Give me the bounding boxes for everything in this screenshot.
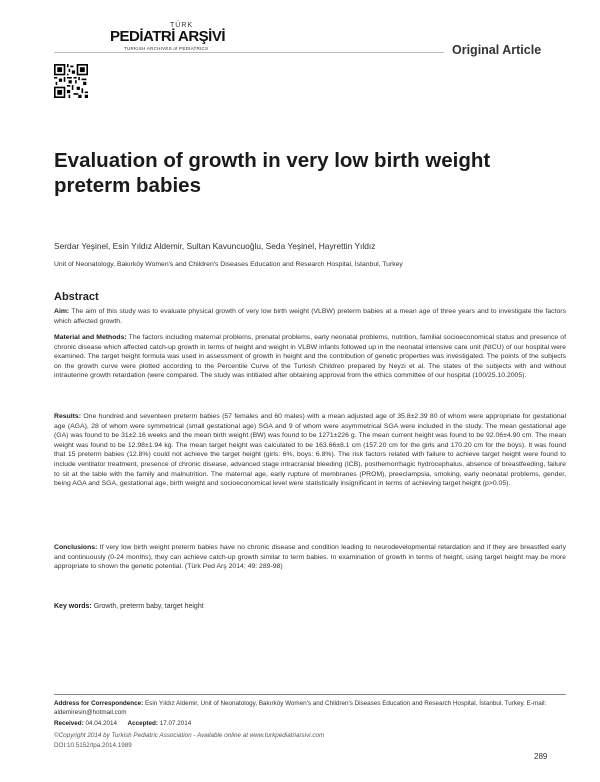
abstract-aim bbox=[54, 307, 566, 326]
abstract-results bbox=[54, 412, 566, 489]
accepted-label: Accepted: bbox=[127, 720, 158, 727]
logo-subtitle: TURKISH ARCHIVES of PEDIATRICS bbox=[124, 46, 209, 51]
abstract-heading: Abstract bbox=[54, 291, 99, 303]
logo-main-text: PEDİATRİ ARŞİVİ bbox=[110, 28, 226, 45]
results-label: Results: bbox=[54, 413, 82, 420]
accepted-date: 17.07.2014 bbox=[159, 720, 192, 727]
header-divider bbox=[54, 52, 444, 53]
article-type: Original Article bbox=[452, 43, 542, 57]
methods-text: The factors including maternal problems, prenatal problems, early neonatal problems, nutrition, familial socioeconomical status and presence of chronic disease which affected catch-up growth in terms of height and weight in VLBW infants followed up in the neonatal intensive care unit (NICU) of our hospital were examined. The target height formula was used in assessment of growth in height and the contribution of genetic properties was investigated. The points of the subjects on the growth curve were plotted according to the Percentile Curve of the Turkish Children prepared by Neyzi et al. The states of the subjects with and without intrauterine growth retardation (were compared. The study was intitiated after obtaining approval from the ethics committee of our hospital (100/25.10.2005). bbox=[54, 334, 566, 380]
results-text: One hundred and seventeen preterm babies (57 females and 60 males) with a mean adjusted age of 35.8±2.39 80 of whom were appropriate for gestational age (AGA), 28 of whom were symmetrical (small gestational age) SGA and 9 of whom were asymmetrical SGA were included in the study. The mean gestational age (GA) was found to be 31±2.16 weeks and the mean birth weight (BW) was found to be 1271±226 g. The mean current height was found to be 92.06±4.90 cm. The mean weight was found to be 12.98±1.94 kg. The mean target height was calculated to be 163.66±8.1 cm (157.20 cm for the girls and 170.20 cm for the boys). It was found that 15 preterm babies (12.8%) could not achieve the target height (girls: 6%, boys: 6.8%). The risk factors related with failure to achieve target height were found to include ventilator treatment, presence of chronic disease, advanced stage intracranial bleeding (ICB), posthemorrhagic hydrocephalus, absence of breastfeeding, failure to sit at the table with the family and malnutrition. The maternal age, early rupture of membranes (PROM), preeclampsia, smoking, early neonatal problems, gender, being AGA and SGA, gestational age, birth weight and socioeconomical level were statistically insignificant in terms of achieving target height (p>0.05). bbox=[54, 413, 566, 488]
affiliation: Unit of Neonatology, Bakırköy Women's and Children's Diseases Education and Research Hospital, İstanbul, Turkey bbox=[54, 261, 403, 268]
doi: DOI:10.5152/tpa.2014.1989 bbox=[54, 742, 132, 749]
article-title: Evaluation of growth in very low birth weight preterm babies bbox=[54, 149, 491, 197]
dates-line bbox=[54, 720, 191, 727]
received-date: 04.04.2014 bbox=[85, 720, 118, 727]
qr-code-icon bbox=[54, 64, 88, 98]
correspondence-label: Address for Correspondence: bbox=[54, 700, 144, 707]
page-number: 289 bbox=[534, 752, 548, 761]
abstract-methods bbox=[54, 333, 566, 381]
correspondence-text: Esin Yıldız Aldemir, Unit of Neonatology, Bakırköy Women's and Children's Diseases Education and Research Hospital, İstanbul, Turkey. E-mail: aldemiresin@hotmail.com bbox=[54, 700, 547, 716]
keywords-text: Growth, preterm baby, target height bbox=[93, 603, 204, 610]
keywords-label: Key words: bbox=[54, 603, 92, 610]
logo-turk-text: TÜRK bbox=[170, 22, 194, 29]
correspondence bbox=[54, 700, 566, 717]
received-label: Received: bbox=[54, 720, 84, 727]
conclusions-label: Conclusions: bbox=[54, 544, 98, 551]
author-list: Serdar Yeşinel, Esin Yıldız Aldemir, Sultan Kavuncuoğlu, Seda Yeşinel, Hayrettin Yıldız bbox=[54, 241, 376, 251]
aim-label: Aim: bbox=[54, 308, 70, 315]
abstract-conclusions bbox=[54, 543, 566, 572]
aim-text: The aim of this study was to evaluate physical growth of very low birth weight (VLBW) preterm babies at a mean age of three years and to investigate the factors which affected growth. bbox=[54, 308, 567, 325]
copyright: ©Copyright 2014 by Turkish Pediatric Association - Available online at www.turkpediatriarsivi.com bbox=[54, 732, 325, 739]
footer-divider bbox=[54, 694, 566, 695]
methods-label: Material and Methods: bbox=[54, 334, 127, 341]
conclusions-text: If very low birth weight preterm babies have no chronic disease and condition leading to neurodevelopmental retardation and if they are breastfed early and continuously (0-24 months), they can achieve catch-up growth similar to term babies. In examination of growth in terms of height, using target height may be more appropriate to shown the genetic potential. (Türk Ped Arş 2014; 49: 289-98) bbox=[54, 544, 566, 571]
keywords bbox=[54, 603, 204, 610]
